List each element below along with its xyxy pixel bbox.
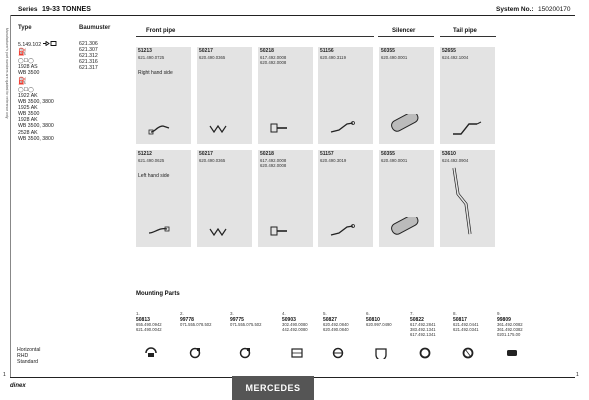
part-cell[interactable] bbox=[197, 47, 252, 144]
part-number-main: 53610 bbox=[442, 151, 456, 157]
mounting-part-icon bbox=[418, 345, 432, 359]
part-number bbox=[260, 49, 286, 66]
engine-symbol-icon bbox=[43, 41, 57, 46]
silencer-rule bbox=[378, 36, 434, 37]
part-number-main: 50217 bbox=[199, 151, 213, 157]
side-label: Right hand side bbox=[138, 70, 173, 76]
part-number bbox=[442, 49, 468, 60]
mounting-part-oem-codes bbox=[136, 323, 162, 333]
left-margin-rule bbox=[10, 15, 11, 377]
vehicle-4-name: 1928 AK bbox=[18, 117, 38, 123]
part-oem-number: 624.492.0904 bbox=[442, 157, 469, 163]
mounting-part-oem-code: 621.492.0441 bbox=[453, 322, 479, 327]
part-oem-number: 617.492.0008 bbox=[260, 157, 287, 163]
baumuster-heading: Baumuster bbox=[79, 25, 111, 31]
mounting-part-number: 99778 bbox=[180, 317, 194, 323]
mounting-part-oem-code: 617.492.2841 bbox=[410, 322, 436, 327]
part-oem-number: 621.490.0625 bbox=[138, 157, 165, 163]
dinex-logo: dinex bbox=[10, 383, 26, 389]
part-drawing bbox=[147, 120, 181, 138]
mounting-part-index: 5. bbox=[323, 311, 327, 316]
part-number-main: 52655 bbox=[442, 48, 456, 54]
part-oem-number: 624.492.1004 bbox=[442, 54, 469, 60]
mounting-part-icon bbox=[238, 345, 252, 359]
mounting-part-oem-code: 442.492.0080 bbox=[282, 326, 308, 332]
part-oem-number: 621.490.0725 bbox=[138, 54, 165, 60]
mounting-part[interactable] bbox=[136, 311, 177, 367]
part-oem-number: 620.492.0008 bbox=[260, 60, 287, 65]
gear-icons-2: ◯☐◯ bbox=[18, 87, 34, 93]
baumuster-code: 621.312 bbox=[79, 53, 98, 59]
mounting-part-number: 50813 bbox=[136, 317, 150, 323]
mounting-part-number: 99775 bbox=[230, 317, 244, 323]
side-note: Manufacturer's part numbers are quoted for reference only bbox=[5, 28, 9, 119]
part-number bbox=[320, 152, 346, 163]
front-pipe-rule bbox=[136, 36, 374, 37]
part-drawing bbox=[269, 120, 303, 138]
fuel-icons-2: ⛽ bbox=[18, 78, 27, 85]
vehicle-5-wb: WB 3500, 3800 bbox=[18, 136, 54, 142]
page-number-left: 1 bbox=[3, 372, 6, 378]
mounting-part-oem-code: 302.490.0080 bbox=[282, 322, 308, 327]
part-number bbox=[138, 49, 164, 60]
mounting-part-index: 7. bbox=[410, 311, 414, 316]
mounting-part-number: 50810 bbox=[366, 317, 380, 323]
mounting-part-oem-code: 071.555.075.502 bbox=[230, 322, 262, 327]
series-label: Series bbox=[18, 6, 38, 13]
part-drawing bbox=[329, 120, 363, 138]
mounting-part-index: 9. bbox=[497, 311, 501, 316]
mounting-part-icon bbox=[374, 345, 388, 359]
mounting-part[interactable] bbox=[282, 311, 323, 367]
part-number bbox=[199, 152, 225, 163]
part-number bbox=[199, 49, 225, 60]
part-cell[interactable] bbox=[379, 47, 434, 144]
part-cell[interactable] bbox=[440, 47, 495, 144]
mounting-part-oem-codes bbox=[453, 323, 479, 333]
footer-standard: Standard bbox=[17, 359, 39, 365]
part-cell[interactable] bbox=[379, 150, 434, 247]
part-cell[interactable] bbox=[136, 150, 191, 247]
mounting-part-icon bbox=[144, 345, 158, 359]
mounting-part-oem-codes bbox=[366, 323, 392, 328]
mounting-part-oem-code: 621.492.0341 bbox=[453, 326, 479, 332]
part-oem-number: 620.492.0008 bbox=[260, 163, 287, 168]
part-drawing bbox=[269, 223, 303, 241]
mounting-part-oem-code: 617.492.1341 bbox=[410, 331, 436, 337]
mounting-part-index: 2. bbox=[180, 311, 184, 316]
part-drawing bbox=[208, 120, 242, 138]
part-oem-number: 620.490.0365 bbox=[199, 157, 226, 163]
part-number-main: 50355 bbox=[381, 151, 395, 157]
part-cell[interactable] bbox=[197, 150, 252, 247]
mounting-part-oem-codes bbox=[230, 323, 261, 328]
part-oem-number: 617.492.0008 bbox=[260, 54, 287, 60]
mounting-part-number: 50822 bbox=[410, 317, 424, 323]
section-tail-pipe: Tail pipe bbox=[453, 28, 477, 34]
fuel-icons-1: ⛽ bbox=[18, 49, 27, 56]
mounting-parts-title: Mounting Parts bbox=[136, 291, 180, 297]
footer-rhd: RHD bbox=[17, 353, 29, 359]
part-drawing bbox=[208, 223, 242, 241]
part-number-main: 51156 bbox=[320, 48, 334, 54]
mounting-part-index: 6. bbox=[366, 311, 370, 316]
part-number-main: 51212 bbox=[138, 151, 152, 157]
mounting-part-oem-codes bbox=[497, 323, 523, 337]
part-number bbox=[260, 152, 286, 169]
mounting-part-oem-code: 620.492.0840 bbox=[323, 322, 349, 327]
baumuster-code: 621.306 bbox=[79, 41, 98, 47]
part-cell[interactable] bbox=[258, 47, 313, 144]
part-drawing bbox=[387, 217, 427, 239]
mounting-part[interactable] bbox=[366, 311, 407, 367]
page-number-right: 1 bbox=[576, 372, 579, 378]
mounting-part-oem-codes bbox=[323, 323, 349, 333]
baumuster-code: 621.307 bbox=[79, 47, 98, 53]
tail-pipe-rule bbox=[440, 36, 496, 37]
gear-icons-1: ◯☐◯ bbox=[18, 58, 34, 64]
part-number-main: 50355 bbox=[381, 48, 395, 54]
baumuster-code: 621.317 bbox=[79, 65, 98, 71]
mounting-part[interactable] bbox=[323, 311, 364, 367]
mounting-part-oem-code: 620.490.0840 bbox=[323, 326, 349, 332]
part-oem-number: 620.490.0001 bbox=[381, 54, 408, 60]
mounting-part-oem-code: 621.490.0042 bbox=[136, 326, 162, 332]
part-cell[interactable] bbox=[318, 150, 373, 247]
section-silencer: Silencer bbox=[392, 28, 416, 34]
type-heading: Type bbox=[18, 25, 32, 31]
mounting-part-oem-code: 655.490.0942 bbox=[136, 322, 162, 327]
vehicle-2-name: 1922 AK bbox=[18, 93, 38, 99]
vehicle-2-wb: WB 3500, 3800 bbox=[18, 99, 54, 105]
part-oem-number: 620.490.3119 bbox=[320, 54, 346, 60]
mounting-part-number: 50827 bbox=[323, 317, 337, 323]
part-cell[interactable] bbox=[258, 150, 313, 247]
vehicle-5-name: 2528 AK bbox=[18, 130, 38, 136]
tail-pipe-drawing bbox=[448, 164, 488, 244]
part-drawing bbox=[387, 114, 427, 136]
part-cell[interactable] bbox=[318, 47, 373, 144]
footer-horizontal: Horizontal bbox=[17, 347, 41, 353]
series-value: 19-33 TONNES bbox=[42, 6, 91, 13]
part-oem-number: 620.490.0365 bbox=[199, 54, 226, 60]
mounting-part-number: 50817 bbox=[453, 317, 467, 323]
mounting-part-oem-codes bbox=[282, 323, 308, 333]
mounting-part[interactable] bbox=[453, 311, 494, 367]
mounting-part[interactable] bbox=[180, 311, 221, 367]
mounting-part-oem-code: 361.492.0082 bbox=[497, 322, 523, 327]
mounting-part-oem-codes bbox=[410, 323, 436, 337]
mounting-part-oem-code: 0201.175.00 bbox=[497, 331, 521, 337]
part-drawing bbox=[329, 223, 363, 241]
mounting-part[interactable] bbox=[497, 311, 538, 367]
mounting-part-index: 4. bbox=[282, 311, 286, 316]
part-oem-number: 620.490.0001 bbox=[381, 157, 408, 163]
vehicle-1-wb: WB 3500 bbox=[18, 70, 40, 76]
mounting-part-icon bbox=[461, 345, 475, 359]
system-value: 150200170 bbox=[538, 6, 571, 13]
mounting-part-oem-code: 361.492.0382 bbox=[497, 326, 523, 332]
part-number-main: 51157 bbox=[320, 151, 334, 157]
mounting-part-index: 3. bbox=[230, 311, 234, 316]
mounting-part-number: 99809 bbox=[497, 317, 511, 323]
mounting-part-oem-code: 620.997.0490 bbox=[366, 322, 392, 327]
brand-label: MERCEDES bbox=[245, 383, 301, 393]
mounting-part-icon bbox=[188, 345, 202, 359]
part-number-main: 51213 bbox=[138, 48, 152, 54]
vehicle-1-name: 1928 AS bbox=[18, 64, 38, 70]
part-number-main: 50217 bbox=[199, 48, 213, 54]
header-rule bbox=[10, 15, 575, 16]
part-number-main: 50218 bbox=[260, 151, 274, 157]
mounting-part-index: 1. bbox=[136, 311, 140, 316]
engine-code: 5.149.102 bbox=[18, 41, 57, 48]
mounting-part-icon bbox=[290, 345, 304, 359]
mounting-part-index: 8. bbox=[453, 311, 457, 316]
system-label: System No.: bbox=[496, 6, 534, 13]
part-number-main: 50218 bbox=[260, 48, 274, 54]
part-number bbox=[381, 152, 407, 163]
mounting-part-oem-code: 071.555.078.502 bbox=[180, 322, 212, 327]
part-cell[interactable] bbox=[136, 47, 191, 144]
mounting-part-icon bbox=[505, 345, 519, 359]
part-oem-number: 620.490.3019 bbox=[320, 157, 347, 163]
mounting-part-number: 50903 bbox=[282, 317, 296, 323]
side-label: Left hand side bbox=[138, 173, 170, 179]
brand-bar bbox=[232, 376, 314, 400]
part-number bbox=[442, 152, 468, 163]
mounting-part[interactable] bbox=[230, 311, 271, 367]
part-drawing bbox=[147, 223, 181, 241]
vehicle-3-wb: WB 3500 bbox=[18, 111, 40, 117]
mounting-part-oem-codes bbox=[180, 323, 211, 328]
mounting-part-icon bbox=[331, 345, 345, 359]
vehicle-3-name: 1925 AK bbox=[18, 105, 38, 111]
part-drawing bbox=[451, 120, 485, 138]
mounting-part[interactable] bbox=[410, 311, 451, 367]
part-number bbox=[381, 49, 407, 60]
part-number bbox=[320, 49, 346, 60]
part-number bbox=[138, 152, 164, 163]
baumuster-code: 621.316 bbox=[79, 59, 98, 65]
section-front-pipe: Front pipe bbox=[146, 28, 176, 34]
vehicle-4-wb: WB 3500, 3800 bbox=[18, 123, 54, 129]
part-cell[interactable] bbox=[440, 150, 495, 247]
mounting-part-oem-code: 383.492.1341 bbox=[410, 326, 436, 332]
